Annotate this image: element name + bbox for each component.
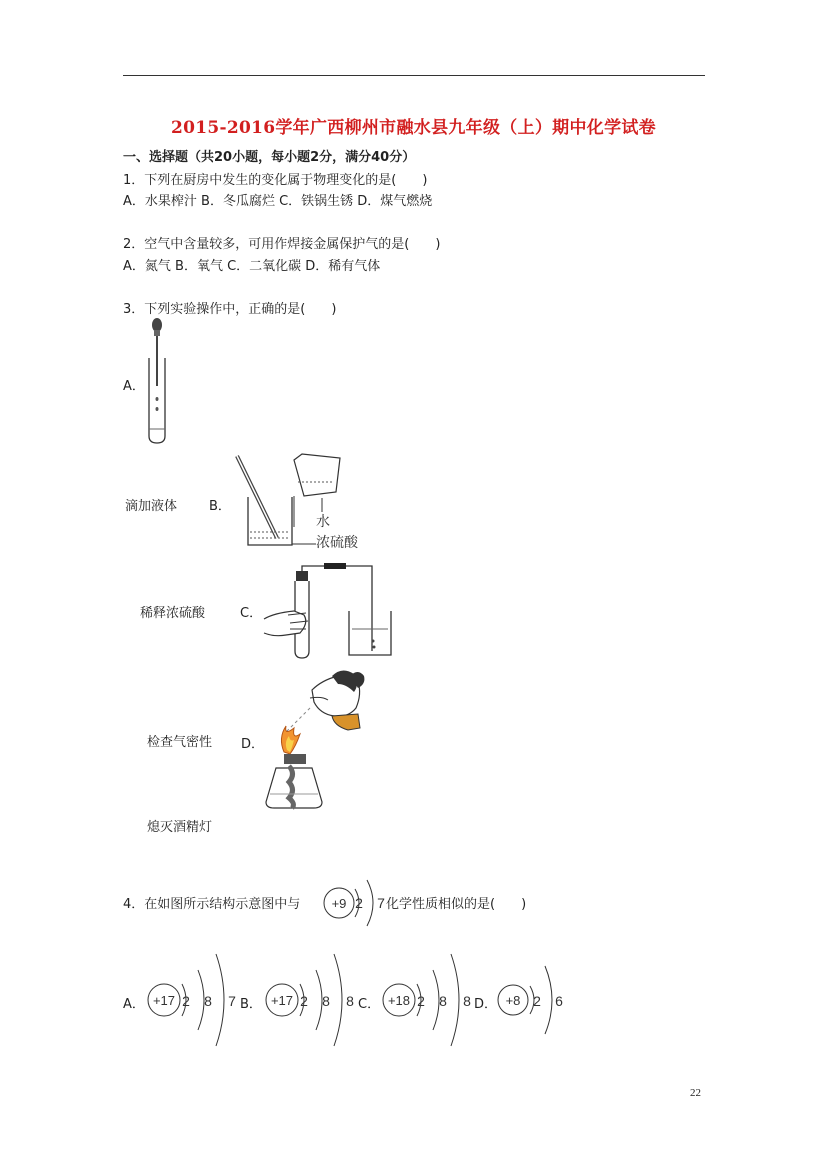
reference-atom-diagram <box>323 874 389 934</box>
question-1-stem: 1．下列在厨房中发生的变化属于物理变化的是( ) <box>123 173 428 188</box>
q4-option-d-atom <box>497 960 577 1040</box>
header-rule <box>123 75 705 76</box>
q4-option-b-label: B． <box>240 997 262 1012</box>
q3-option-b-label: B． <box>209 499 231 514</box>
svg-text:2: 2 <box>300 993 308 1009</box>
ref-e1: 2 <box>355 895 363 911</box>
question-2-options: A．氮气 B．氧气 C．二氧化碳 D．稀有气体 <box>123 259 381 274</box>
q3-option-a-caption: 滴加液体 <box>125 499 178 514</box>
q3-option-a-label: A． <box>123 379 145 394</box>
section-heading: 一、选择题（共20小题，每小题2分，满分40分） <box>123 150 416 165</box>
q4-option-c-label: C． <box>358 997 381 1012</box>
q3-option-c-caption: 检查气密性 <box>147 735 213 750</box>
svg-text:8: 8 <box>322 993 330 1009</box>
airtightness-figure <box>264 563 394 663</box>
question-4-stem-start: 4．在如图所示结构示意图中与 <box>123 897 301 912</box>
svg-text:8: 8 <box>204 993 212 1009</box>
svg-text:8: 8 <box>346 993 354 1009</box>
question-3-stem: 3．下列实验操作中，正确的是( ) <box>123 302 337 317</box>
svg-text:+8: +8 <box>505 993 521 1008</box>
q3-option-b-caption: 稀释浓硫酸 <box>140 606 206 621</box>
svg-text:8: 8 <box>463 993 471 1009</box>
question-2-stem: 2．空气中含量较多，可用作焊接金属保护气的是( ) <box>123 237 441 252</box>
q4-option-d-label: D． <box>474 997 498 1012</box>
b-acid-label: 浓硫酸 <box>316 534 358 550</box>
svg-text:+18: +18 <box>387 993 411 1008</box>
q3-option-c-label: C． <box>240 606 263 621</box>
question-1-options: A．水果榨汁 B．冬瓜腐烂 C．铁锅生锈 D．煤气燃烧 <box>123 194 433 209</box>
svg-text:+17: +17 <box>270 993 294 1008</box>
dilute-acid-figure <box>232 452 362 552</box>
dropper-test-tube-figure <box>140 316 180 446</box>
svg-text:6: 6 <box>555 993 563 1009</box>
svg-text:2: 2 <box>182 993 190 1009</box>
q4-option-a-label: A． <box>123 997 145 1012</box>
b-water-label: 水 <box>316 513 330 529</box>
page-number: 22 <box>690 1087 701 1099</box>
svg-text:2: 2 <box>533 993 541 1009</box>
q3-option-d-label: D． <box>241 737 265 752</box>
q4-option-b-atom <box>264 950 360 1050</box>
alcohol-lamp-figure <box>262 670 372 818</box>
question-4-stem-end: 化学性质相似的是( ) <box>386 897 527 912</box>
svg-text:8: 8 <box>439 993 447 1009</box>
ref-nucleus: +9 <box>331 896 347 911</box>
svg-text:+17: +17 <box>152 993 176 1008</box>
q4-option-a-atom <box>146 950 242 1050</box>
ref-e2: 7 <box>377 895 385 911</box>
q4-option-c-atom <box>381 950 477 1050</box>
svg-text:2: 2 <box>417 993 425 1009</box>
q3-option-d-caption: 熄灭酒精灯 <box>147 820 213 835</box>
svg-text:7: 7 <box>228 993 236 1009</box>
exam-title: 2015-2016学年广西柳州市融水县九年级（上）期中化学试卷 <box>171 118 656 138</box>
